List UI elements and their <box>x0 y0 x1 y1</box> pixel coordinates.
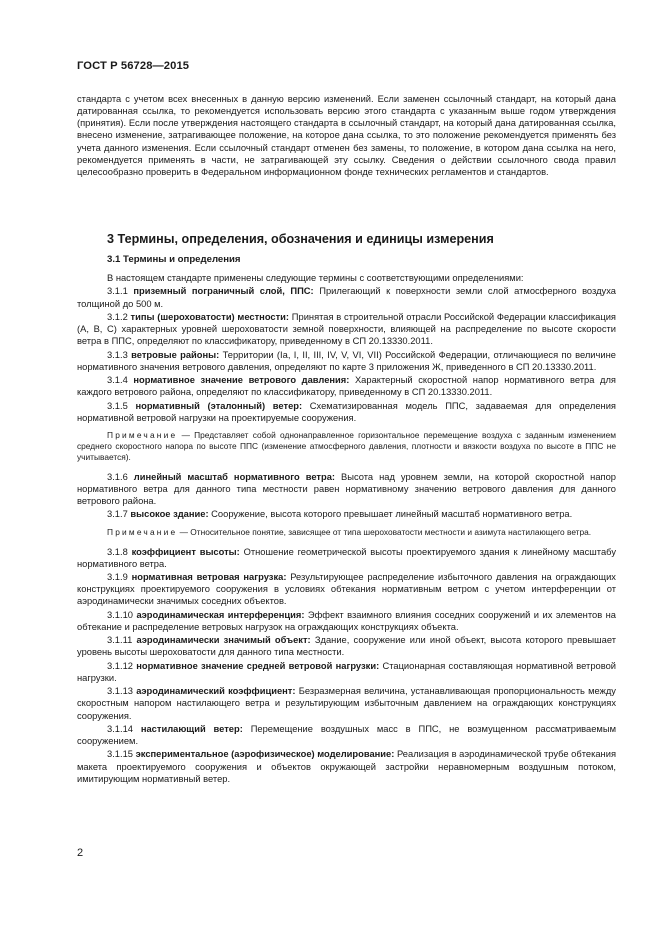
note-text: — Представляет собой однонаправленное горизонтальное перемещение воздуха с заданным изменением среднего скоростного напора по высоте ППС (изменение атмосферного давления, плотности и вязкости воздуха по высоте в ППС не учитывается). <box>77 429 616 462</box>
term-name: типы (шероховатости) местности: <box>130 311 290 322</box>
intro-block <box>77 93 616 178</box>
term-name: аэродинамически значимый объект: <box>136 635 311 646</box>
term-entry: 3.1.6 линейный масштаб нормативного ветра: Высота над уровнем земли, на которой скоростной напор нормативного ветра для данного типа местности равен нормативному значению ветрового давления для данного ветрового района. <box>77 471 616 507</box>
term-definition: Отношение геометрической высоты проектируемого здания к линейному масштабу нормативного ветра. <box>77 546 616 569</box>
term-name: нормативное значение ветрового давления: <box>133 375 350 385</box>
lead-paragraph: В настоящем стандарте применены следующие термины с соответствующими определениями: <box>107 273 524 283</box>
term-entry: 3.1.1 приземный пограничный слой, ППС: Прилегающий к поверхности земли слой атмосферного воздуха толщиной до 500 м. <box>77 286 616 309</box>
note-label: Примечание <box>107 429 178 440</box>
note <box>77 430 616 463</box>
page-number: 2 <box>77 847 84 859</box>
term-entry: 3.1.11 аэродинамически значимый объект: Здание, сооружение или иной объект, высота которого превышает уровень высоты шероховатости для данного типа местности. <box>77 635 616 658</box>
term-definition: Территории (Iа, I, II, III, IV, V, VI, VII) Российской Федерации, отличающиеся по величине нормативного значения ветрового давления, определяют по карте 3 приложения Ж, приведенного в СП 20.13330.2011. <box>77 349 616 372</box>
section-title: 3 Термины, определения, обозначения и единицы измерения <box>107 232 494 246</box>
term-name: приземный пограничный слой, ППС: <box>133 286 314 297</box>
term-definition: Схематизированная модель ППС, задаваемая для определения нормативной ветровой нагрузки на проектируемые сооружения. <box>77 400 616 423</box>
term-name: нормативная ветровая нагрузка: <box>131 572 287 583</box>
term-definition: Реализация в аэродинамической трубе обтекания макета проектируемого сооружения и объектов окружающей застройки неравномерным воздушным потоком, имитирующим нормативный ветер. <box>77 749 616 784</box>
term-entry: 3.1.12 нормативное значение средней ветровой нагрузки: Стационарная составляющая нормативной ветровой нагрузки. <box>77 660 616 683</box>
term-entry: 3.1.4 нормативное значение ветрового давления: Характерный скоростной напор нормативного ветра для каждого ветрового района, определяют по классификатору, приведенному в СП 20.13330.2011. <box>77 375 616 398</box>
term-name: нормативное значение средней ветровой нагрузки: <box>136 660 380 671</box>
note <box>77 527 616 538</box>
subsection-title: 3.1 Термины и определения <box>107 254 241 265</box>
term-name: экспериментальное (аэрофизическое) моделирование: <box>135 749 395 760</box>
term-entry: 3.1.10 аэродинамическая интерференция: Эффект взаимного влияния соседних сооружений и их элементов на обтекание и распределение ветровых нагрузок на ограждающих конструкциях объекта. <box>77 609 616 632</box>
term-entry: 3.1.14 настилающий ветер: Перемещение воздушных масс в ППС, не возмущенном рассматриваемым сооружением. <box>77 723 616 747</box>
term-definition: Прилегающий к поверхности земли слой атмосферного воздуха толщиной до 500 м. <box>77 286 616 309</box>
term-definition: Принятая в строительной отрасли Российской Федерации классификация (А, В, С) характерных уровней шероховатости земной поверхности, влияющей на распределение по высоте скорости ветра в ППС, определяют по классификатору, приведенному в СП 20.13330.2011. <box>77 311 616 347</box>
term-entry: 3.1.2 типы (шероховатости) местности: Принятая в строительной отрасли Российской Федерации классификация (А, В, С) характерных уровней шероховатости земной поверхности, влияющей на распределение по высоте скорости ветра в ППС, определяют по классификатору, приведенному в СП 20.13330.2011. <box>77 311 616 347</box>
term-entry: 3.1.15 экспериментальное (аэрофизическое) моделирование: Реализация в аэродинамической трубе обтекания макета проектируемого сооружения и объектов окружающей застройки неравномерным воздушным потоком, имитирующим нормативный ветер. <box>77 749 616 784</box>
intro-paragraph: стандарта с учетом всех внесенных в данную версию изменений. Если заменен ссылочный стандарт, на который дана датированная ссылка, то рекомендуется использовать версию этого стандарта с указанным выше годом утверждения (принятия). Если после утверждения настоящего стандарта в ссылочный стандарт, на который дана датированная ссылка, внесено изменение, затрагивающее положение, на которое дана ссылка, то это положение рекомендуется применять без учета данного изменения. Если ссылочный стандарт отменен без замены, то положение, в котором дана ссылка на него, рекомендуется применять в части, не затрагивающей эту ссылку. Сведения о действии ссылочного свода правил целесообразно проверить в Федеральном информационном фонде технических регламентов и стандартов. <box>77 94 616 177</box>
term-entry: 3.1.7 высокое здание: Сооружение, высота которого превышает линейный масштаб нормативного ветра. <box>107 509 573 520</box>
term-definition: Перемещение воздушных масс в ППС, не возмущенном рассматриваемым сооружением. <box>77 723 616 747</box>
term-entry: 3.1.9 нормативная ветровая нагрузка: Результирующее распределение избыточного давления на ограждающих конструкциях проектируемого сооружения в условиях обтекания нормативным ветром с учетом интерференции от аэродинамически значимых соседних объектов. <box>77 572 616 607</box>
term-name: нормативный (эталонный) ветер: <box>135 400 303 411</box>
term-entry: 3.1.3 ветровые районы: Территории (Iа, I, II, III, IV, V, VI, VII) Российской Федерации, отличающиеся по величине нормативного значения ветрового давления, определяют по карте 3 приложения Ж, приведенного в СП 20.13330.2011. <box>77 349 616 372</box>
term-definition: Результирующее распределение избыточного давления на ограждающих конструкциях проектируемого сооружения в условиях обтекания нормативным ветром с учетом интерференции от аэродинамически значимых соседних объектов. <box>77 572 616 607</box>
term-name: высокое здание: <box>130 509 209 520</box>
note-text: — Относительное понятие, зависящее от типа шероховатости местности и азимута настилающего ветра. <box>179 526 592 537</box>
term-name: ветровые районы: <box>131 349 220 360</box>
term-definition: Стационарная составляющая нормативной ветровой нагрузки. <box>77 660 616 683</box>
term-definition: Эффект взаимного влияния соседних сооружений и их элементов на обтекание и распределение ветровых нагрузок на ограждающих конструкциях объекта. <box>77 609 616 632</box>
term-name: линейный масштаб нормативного ветра: <box>133 471 336 482</box>
document-header: ГОСТ Р 56728—2015 <box>77 60 190 72</box>
term-definition: Безразмерная величина, устанавливающая пропорциональность между скоростным напором настилающего ветра и результирующим избыточным давлением на ограждающих конструкциях сооружения. <box>77 686 616 721</box>
term-name: аэродинамический коэффициент: <box>136 686 296 697</box>
term-entry: 3.1.13 аэродинамический коэффициент: Безразмерная величина, устанавливающая пропорциональность между скоростным напором настилающего ветра и результирующим избыточным давлением на ограждающих конструкциях сооружения. <box>77 686 616 721</box>
note-label: Примечание <box>107 526 178 537</box>
term-entry: 3.1.8 коэффициент высоты: Отношение геометрической высоты проектируемого здания к линейному масштабу нормативного ветра. <box>77 546 616 569</box>
term-definition: Характерный скоростной напор нормативного ветра для каждого ветрового района, определяют по классификатору, приведенному в СП 20.13330.2011. <box>77 375 616 398</box>
term-definition: Сооружение, высота которого превышает линейный масштаб нормативного ветра. <box>211 509 573 520</box>
term-name: коэффициент высоты: <box>131 546 240 557</box>
term-name: аэродинамическая интерференция: <box>136 609 305 620</box>
terms-list <box>77 272 616 786</box>
term-definition: Высота над уровнем земли, на которой скоростной напор нормативного ветра для данного типа местности равен нормативному значению ветрового давления для данного ветрового района. <box>77 471 616 507</box>
term-name: настилающий ветер: <box>140 723 243 734</box>
term-definition: Здание, сооружение или иной объект, высота которого превышает уровень высоты шероховатости для данного типа местности. <box>77 635 616 658</box>
term-entry: 3.1.5 нормативный (эталонный) ветер: Схематизированная модель ППС, задаваемая для определения нормативной ветровой нагрузки на проектируемые сооружения. <box>77 400 616 423</box>
